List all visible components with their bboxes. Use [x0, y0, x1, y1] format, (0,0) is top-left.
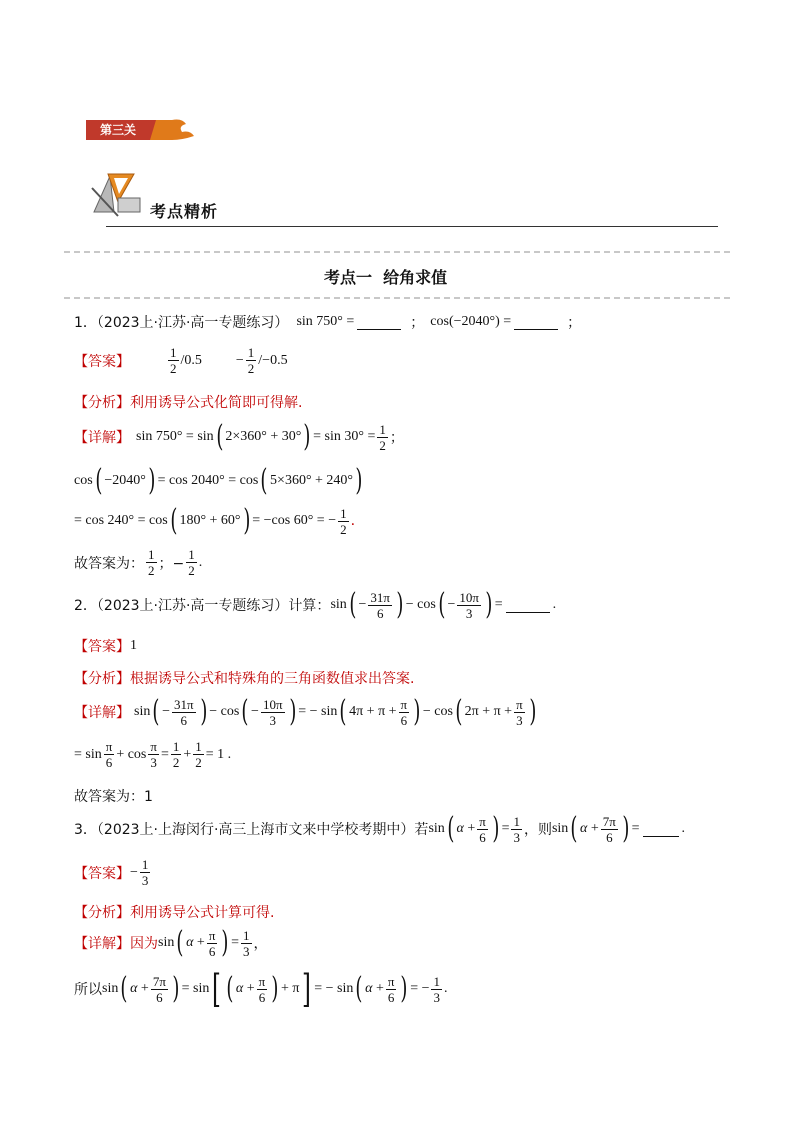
q1-stem-line: 1．（2023上·江苏·高一专题练习） sin 750° = ； cos(−2040°) = ； [74, 314, 582, 331]
q2-detail-line1: 【详解】 sin ( − $\frac{31\pi}{6}$ ) − cos ( − $\frac{10\pi}{3}$ ) = − sin ( 4π + π + $\frac{\pi}{6}$ ) − cos ( 2π + π + $\frac{\pi}{3}$ ) [74, 694, 537, 729]
analysis-tag: 【分析】 [74, 395, 130, 411]
q2-blank[interactable] [506, 598, 550, 613]
q2-answer: 1 [130, 638, 137, 653]
q3-blank[interactable] [643, 822, 679, 837]
q2-conclusion: 故答案为：1 [74, 789, 153, 805]
q1-conclusion-line: 故答案为： $\frac{1}{2}$ ；− $\frac{1}{2}$ . [74, 547, 203, 578]
detail-tag: 【详解】 [74, 430, 130, 446]
q1-detail-line3: = cos 240° = cos ( 180° + 60° ) = −cos 60° = − $\frac{1}{2}$ . [74, 503, 356, 538]
q3-because: 因为 [130, 936, 158, 952]
topic-title: 考点一 给角求值 [324, 268, 448, 287]
level-banner [86, 116, 196, 144]
q3-answer-line: 【答案】 − $\frac{1}{3}$ [74, 858, 152, 887]
q3-stem: 3．（2023上·上海闵行·高三上海市文来中学校考期中）若 [74, 822, 429, 838]
geometry-tools-icon [88, 168, 148, 218]
q1-detail-line2: cos ( −2040° ) = cos 2040° = cos ( 5×360° + 240° ) [74, 463, 363, 498]
q2-stem-line: 2．（2023上·江苏·高一专题练习）计算： sin ( − $\frac{31\pi}{6}$ ) − cos ( − $\frac{10\pi}{3}$ ) = . [74, 587, 557, 622]
q3-stem-line: 3．（2023上·上海闵行·高三上海市文来中学校考期中）若 sin ( α + $\frac{\pi}{6}$ ) = $\frac{1}{3}$ ，则 sin ( α + $\frac{7\pi}{6}$ ) = . [74, 811, 685, 846]
q2-analysis-line: 【分析】 根据诱导公式和特殊角的三角函数值求出答案. [74, 668, 414, 688]
q3-detail-line1: 【详解】 因为 sin ( α + $\frac{\pi}{6}$ ) = $\frac{1}{3}$ ， [74, 925, 268, 960]
q3-answer: − $\frac{1}{3}$ [130, 857, 149, 888]
q2-analysis: 根据诱导公式和特殊角的三角函数值求出答案. [130, 671, 415, 687]
section-underline [106, 226, 718, 227]
q1-answer-a: $\frac{1}{2}$ /0.5 [170, 345, 202, 376]
q1-answer-line [74, 346, 288, 375]
divider-bottom [64, 297, 730, 299]
q1-expr-a: sin 750° = [296, 314, 355, 329]
q1-answer-b: − $\frac{1}{2}$ /−0.5 [235, 345, 288, 376]
q3-then: ，则 [523, 822, 552, 838]
q2-answer-line: 【答案】 1 [74, 638, 137, 655]
q1-analysis: 利用诱导公式化简即可得解. [130, 395, 303, 411]
q2-stem: 2．（2023上·江苏·高一专题练习）计算： [74, 598, 331, 614]
q2-conclusion-line [74, 786, 153, 806]
q1-conclusion: 故答案为： [74, 555, 144, 572]
q3-detail-line2: 所以 sin ( α + $\frac{7\pi}{6}$ ) = sin [ ( α + $\frac{\pi}{6}$ ) + π ] = − sin ( α + $\frac{\pi}{6}$ ) = − $\frac{1}{3}$ . [74, 967, 448, 1011]
q3-so: 所以 [74, 982, 102, 998]
q1-analysis-line [74, 392, 302, 412]
q1-blank-b[interactable] [514, 315, 558, 330]
banner-label: 第三关 [100, 123, 137, 137]
section-title: 考点精析 [150, 202, 219, 221]
q3-analysis-line: 【分析】 利用诱导公式计算可得. [74, 902, 274, 922]
q1-detail-line1: 【详解】 sin 750° = sin ( 2×360° + 30° ) = sin 30° = $\frac{1}{2}$ ； [74, 419, 404, 454]
divider-top [64, 251, 730, 253]
q3-analysis: 利用诱导公式计算可得. [130, 905, 275, 921]
q2-detail-line2: = sin $\frac{\pi}{6}$ + cos $\frac{\pi}{3}$ = $\frac{1}{2}$ + $\frac{1}{2}$ = 1 . [74, 739, 232, 770]
q1-expr-b: cos(−2040°) = [430, 314, 512, 329]
answer-tag: 【答案】 [74, 353, 130, 370]
q1-stem: 1．（2023上·江苏·高一专题练习） [74, 315, 289, 331]
q1-blank-a[interactable] [357, 315, 401, 330]
